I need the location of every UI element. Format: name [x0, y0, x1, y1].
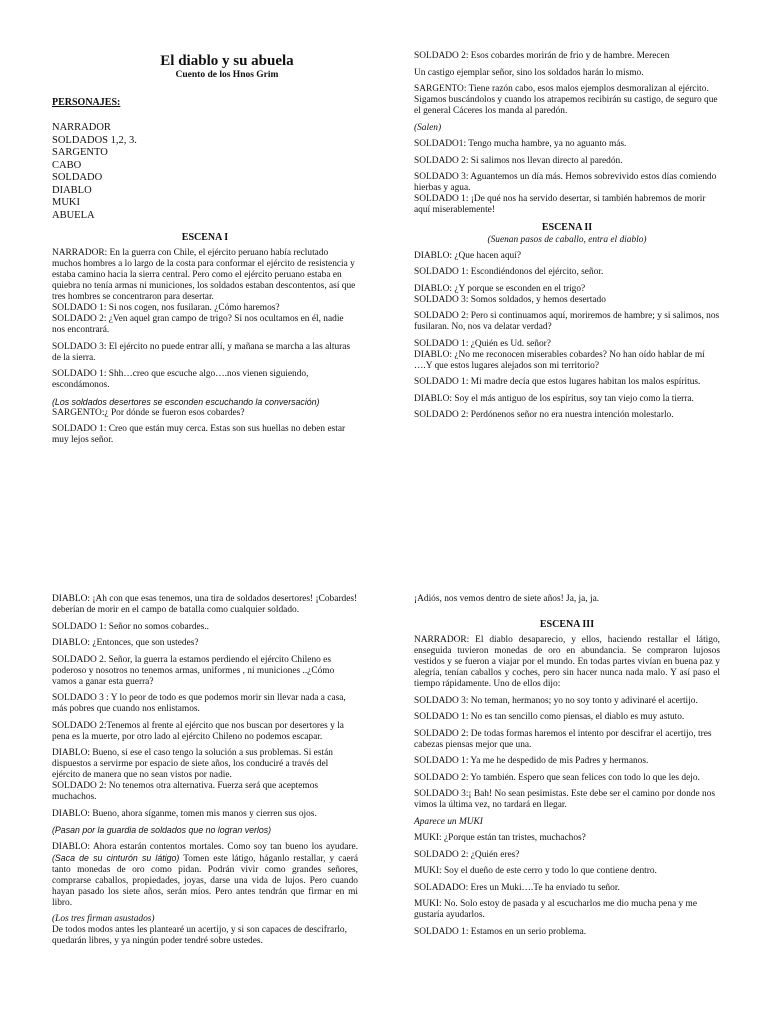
- list-item: DIABLO: [52, 184, 92, 196]
- dialogue-text: DIABLO: Ahora estarán contentos mortales. Como soy tan bueno los ayudare.: [52, 841, 358, 852]
- stage-direction: [52, 914, 358, 925]
- dialogue-line: SOLDADO 2: De todas formas haremos el intento por descifrar el acertijo, tres cabezas piensas mejor que una.: [414, 728, 712, 750]
- column-bottom-left: [52, 594, 358, 953]
- stage-direction: [414, 123, 720, 134]
- stage-direction: [414, 817, 720, 828]
- column-top-right: [414, 51, 720, 427]
- dialogue-line: DIABLO: Soy el más antiguo de los espíritus, soy tan viejo como la tierra.: [414, 393, 694, 404]
- dialogue-line: SOLDADO 1: Creo que están muy cerca. Estas son sus huellas no deben estar muy lejos señor.: [52, 424, 346, 445]
- dialogue-line: DIABLO: ¿No me reconocen miserables cobardes? No han oído hablar de mí ….Y que estos lugares alejados son mi territorio?: [414, 349, 705, 371]
- dialogue-line: SOLDADO1: Tengo mucha hambre, ya no aguanto más.: [414, 139, 627, 149]
- dialogue-line: SOLDADO 1: ¿Quién es Ud. señor?: [414, 338, 551, 349]
- dialogue-line: NARRADOR: El diablo desaparecio, y ellos, haciendo restallar el látigo, enseguida tuvieron monedas de oro en abundancia. Se compraron lujosos vestidos y se fueron a viajar por el mundo. En todas partes vivían en buena paz y alegría, tenían caballos y coches, pero sin hacer nunca nada malo. Y así paso el tiempo rápidamente. Uno de ellos dijo:: [414, 635, 720, 689]
- dialogue-line: SOLDADO 2: ¿Quién eres?: [414, 849, 520, 860]
- dialogue-line: NARRADOR: En la guerra con Chile, el ejército peruano había reclutado muchos hombres a lo largo de la costa para conformar el ejército de resistencia y estaba camino hacia la sierra central. Pero como el ejército peruano estaba en quiebra no tenía armas ni municiones, los soldados estaban descontentos, así que tres hombres se concentraron para desertar.: [52, 248, 356, 302]
- personajes-list: [52, 122, 358, 222]
- dialogue-line: DIABLO: ¡Ah con que esas tenemos, una tira de soldados desertores! ¡Cobardes! deberían de morir en el campo de batalla como cualquier soldado.: [52, 594, 358, 615]
- dialogue-line: SOLDADO 1: Si nos cogen, nos fusilaran. ¿Cómo haremos?: [52, 303, 280, 313]
- dialogue-line: SOLDADO 3: El ejército no puede entrar allí, y mañana se marcha a las alturas de la sierra.: [52, 341, 351, 363]
- dialogue-line: SOLDADO 1: Escondiéndonos del ejército, señor.: [414, 267, 604, 277]
- stage-direction: [414, 235, 720, 246]
- personajes-heading: PERSONAJES:: [52, 97, 121, 108]
- dialogue-line: MUKI: No. Solo estoy de pasada y al escucharlos me dio mucha pena y me gustaría ayudarlos.: [414, 899, 697, 920]
- dialogue-line: SOLDADO 3: No teman, hermanos; yo no soy tonto y adivinaré el acertijo.: [414, 695, 698, 706]
- dialogue-line: SOLDADO 2: Yo también. Espero que sean felices con todo lo que les dejo.: [414, 772, 700, 783]
- dialogue-line: SARGENTO:¿ Por dónde se fueron esos cobardes?: [52, 407, 245, 418]
- dialogue-line: DIABLO: Bueno, ahora síganme, tomen mis manos y cierren sus ojos.: [52, 808, 317, 819]
- list-item: SARGENTO: [52, 147, 108, 158]
- dialogue-line: SOLDADO 2:Tenemos al frente al ejército que nos buscan por desertores y la pena es la muerte, por otro lado al ejército Chileno no podemos escapar.: [52, 720, 344, 742]
- list-item: ABUELA: [52, 209, 95, 221]
- dialogue-line: MUKI: Soy el dueño de este cerro y todo lo que contiene dentro.: [414, 866, 657, 876]
- dialogue-line: DIABLO: Bueno, si ese el caso tengo la solución a sus problemas. Si están dispuestos a servirme por espacio de siete años, los conduciré a través del ejército de manera que no sean vistos por nadie.: [52, 748, 333, 780]
- list-item: NARRADOR: [52, 122, 111, 133]
- dialogue-line: SOLDADO 1: Shh…creo que escuche algo….nos vienen siguiendo, escondámonos.: [52, 369, 309, 390]
- scene-heading: ESCENA I: [181, 232, 229, 243]
- dialogue-line: SOLDADO 1: Mi madre decía que estos lugares habitan los malos espíritus.: [414, 377, 701, 387]
- dialogue-line: SOLDADO 3: Somos soldados, y hemos desertado: [414, 294, 606, 305]
- list-item: MUKI: [52, 197, 80, 208]
- dialogue-line: [52, 842, 358, 909]
- dialogue-text: Tomen este látigo, háganlo restallar, y caerá tanto monedas de oro como pidan. Podrán vivir como grandes señores, comprarse caballos, propiedades, joyas, darse una vida de lujos. Pero cuando hayan pasado los siete años, serán míos. Pero antes tendrán que firmar en mi libro.: [52, 853, 358, 908]
- scene-heading: ESCENA II: [541, 221, 593, 233]
- dialogue-line: SOLDADO 2: Esos cobardes morirán de frio y de hambre. Merecen: [414, 51, 670, 61]
- dialogue-line: SOLDADO 2: ¿Ven aquel gran campo de trigo? Si nos ocultamos en él, nadie nos encontrará.: [52, 314, 344, 335]
- dialogue-line: SOLDADO 1: Señor no somos cobardes..: [52, 621, 210, 632]
- list-item: SOLDADOS 1,2, 3.: [52, 134, 137, 146]
- dialogue-line: DIABLO: ¿Entonces, que son ustedes?: [52, 638, 199, 648]
- document-title: El diablo y su abuela: [160, 53, 294, 69]
- column-top-left: [52, 53, 358, 452]
- stage-direction: (Pasan por la guardia de soldados que no logran verlos): [52, 825, 272, 835]
- dialogue-line: MUKI: ¿Porque están tan tristes, muchachos?: [414, 833, 586, 843]
- dialogue-line: De todos modos antes les plantearé un acertijo, y si son capaces de descifrarlo, quedarán libres, y ya ningún poder tendré sobre ustedes.: [52, 925, 347, 946]
- stage-direction: (Los soldados desertores se esconden escuchando la conversación): [52, 396, 320, 407]
- dialogue-line: SOLDADO 3 : Y lo peor de todo es que podemos morir sin llevar nada a casa, más pobres que cuando nos enlistamos.: [52, 693, 346, 714]
- dialogue-line: ¡Adiós, nos vemos dentro de siete años! Ja, ja, ja.: [414, 594, 600, 604]
- dialogue-line: SOLDADO 1: No es tan sencillo como piensas, el diablo es muy astuto.: [414, 712, 685, 722]
- scene-heading: ESCENA III: [539, 619, 595, 630]
- dialogue-line: SOLDADO 1: ¡De qué nos ha servido desertar, si también habremos de morir aquí miserablemente!: [414, 194, 706, 215]
- stage-direction-text: (Salen): [414, 122, 442, 133]
- dialogue-line: SARGENTO: Tiene razón cabo, esos malos ejemplos desmoralizan al ejército. Sigamos buscándolos y cuando los atrapemos recibirán su castigo, de seguro que el general Cáceres los manda al paredón.: [414, 84, 718, 116]
- list-item: SOLDADO: [52, 172, 103, 183]
- dialogue-line: SOLDADO 3: Aguantemos un día más. Hemos sobrevivido estos días comiendo hierbas y agua.: [414, 172, 717, 193]
- stage-direction-text: (Suenan pasos de caballo, entra el diablo): [487, 234, 647, 245]
- dialogue-line: SOLDADO 1: Estamos en un serio problema.: [414, 926, 587, 937]
- stage-direction-text: (Los tres firman asustados): [52, 914, 155, 924]
- dialogue-line: DIABLO: ¿Que hacen aquí?: [414, 250, 521, 261]
- list-item: CABO: [52, 159, 82, 171]
- dialogue-line: SOLDADO 2: No tenemos otra alternativa. Fuerza será que aceptemos muchachos.: [52, 781, 319, 802]
- dialogue-line: SOLADADO: Eres un Muki….Te ha enviado tu señor.: [414, 882, 620, 893]
- column-bottom-right: [414, 594, 720, 943]
- stage-direction-text: Aparece un MUKI: [414, 816, 483, 827]
- dialogue-line: SOLDADO 2: Perdónenos señor no era nuestra intención molestarlo.: [414, 410, 674, 420]
- dialogue-line: SOLDADO 1: Ya me he despedido de mis Padres y hermanos.: [414, 756, 649, 766]
- dialogue-line: SOLDADO 3:¡ Bah! No sean pesimistas. Este debe ser el camino por donde nos vimos la última vez, no tardará en llegar.: [414, 789, 715, 810]
- dialogue-line: SOLDADO 2: Si salimos nos llevan directo al paredón.: [414, 155, 623, 166]
- dialogue-line: SOLDADO 2. Señor, la guerra la estamos perdiendo el ejército Chileno es poderoso y nosotros no tenemos armas, uniformes , ni municiones ..¿Cómo vamos a ganar esta guerra?: [52, 654, 335, 687]
- dialogue-line: DIABLO: ¿Y porque se esconden en el trigo?: [414, 283, 586, 294]
- document-subtitle: Cuento de los Hnos Grim: [175, 70, 279, 80]
- stage-direction-inline: (Saca de su cinturón su látigo): [52, 852, 180, 863]
- dialogue-line: Un castigo ejemplar señor, sino los soldados harán lo mismo.: [414, 67, 644, 78]
- dialogue-line: SOLDADO 2: Pero si continuamos aquí, moriremos de hambre; y si salimos, nos fusilaran. No, nos va delatar verdad?: [414, 311, 720, 332]
